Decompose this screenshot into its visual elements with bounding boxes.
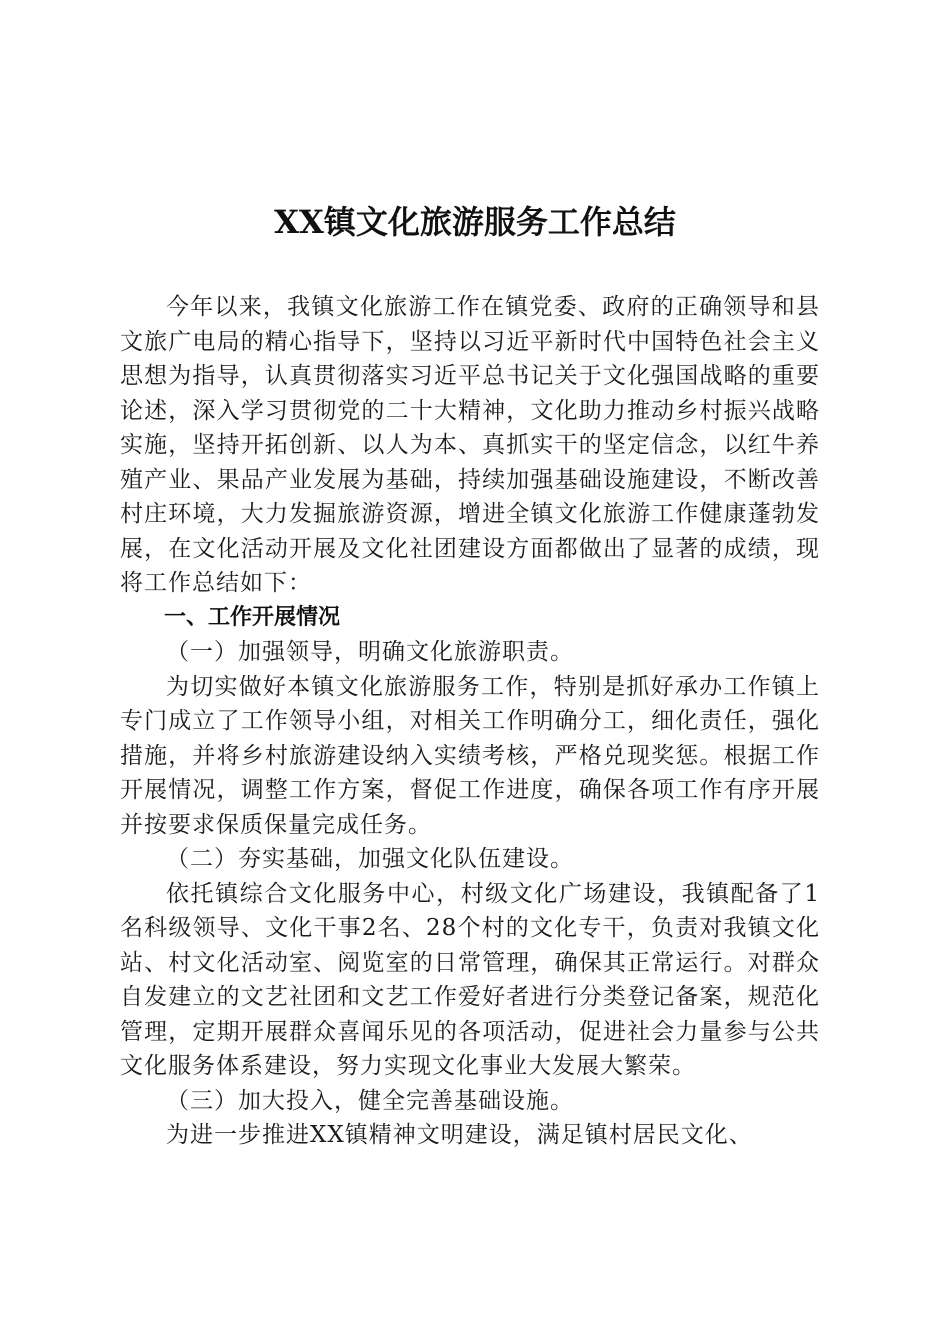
subsection-heading-2: （二）夯实基础，加强文化队伍建设。 bbox=[166, 846, 574, 872]
subsection-heading-1: （一）加强领导，明确文化旅游职责。 bbox=[166, 639, 574, 665]
subsection-paragraph-1: 为切实做好本镇文化旅游服务工作，特别是抓好承办工作镇上专门成立了工作领导小组，对相关工作明确分工，细化责任，强化措施，并将乡村旅游建设纳入实绩考核，严格兑现奖惩。根据工作开展情况，调整工作方案，督促工作进度，确保各项工作有序开展并按要求保质保量完成任务。 bbox=[120, 673, 820, 838]
document-body bbox=[120, 290, 820, 1153]
document-title: XX镇文化旅游服务工作总结 bbox=[274, 203, 676, 241]
subsection-paragraph-3: 为进一步推进XX镇精神文明建设，满足镇村居民文化、 bbox=[166, 1122, 753, 1148]
subsection-heading-3: （三）加大投入，健全完善基础设施。 bbox=[166, 1087, 574, 1114]
subsection-paragraph-2: 依托镇综合文化服务中心，村级文化广场建设，我镇配备了1名科级领导、文化干事2名、28个村的文化专干，负责对我镇文化站、村文化活动室、阅览室的日常管理，确保其正常运行。对群众自发建立的文艺社团和文艺工作爱好者进行分类登记备案，规范化管理，定期开展群众喜闻乐见的各项活动，促进社会力量参与公共文化服务体系建设，努力实现文化事业大发展大繁荣。 bbox=[120, 880, 820, 1079]
section-heading: 一、工作开展情况 bbox=[164, 604, 341, 630]
intro-paragraph: 今年以来，我镇文化旅游工作在镇党委、政府的正确领导和县文旅广电局的精心指导下，坚持以习近平新时代中国特色社会主义思想为指导，认真贯彻落实习近平总书记关于文化强国战略的重要论述，深入学习贯彻党的二十大精神，文化助力推动乡村振兴战略实施，坚持开拓创新、以人为本、真抓实干的坚定信念，以红牛养殖产业、果品产业发展为基础，持续加强基础设施建设，不断改善村庄环境，大力发掘旅游资源，增进全镇文化旅游工作健康蓬勃发展，在文化活动开展及文化社团建设方面都做出了显著的成绩，现将工作总结如下： bbox=[120, 294, 820, 596]
